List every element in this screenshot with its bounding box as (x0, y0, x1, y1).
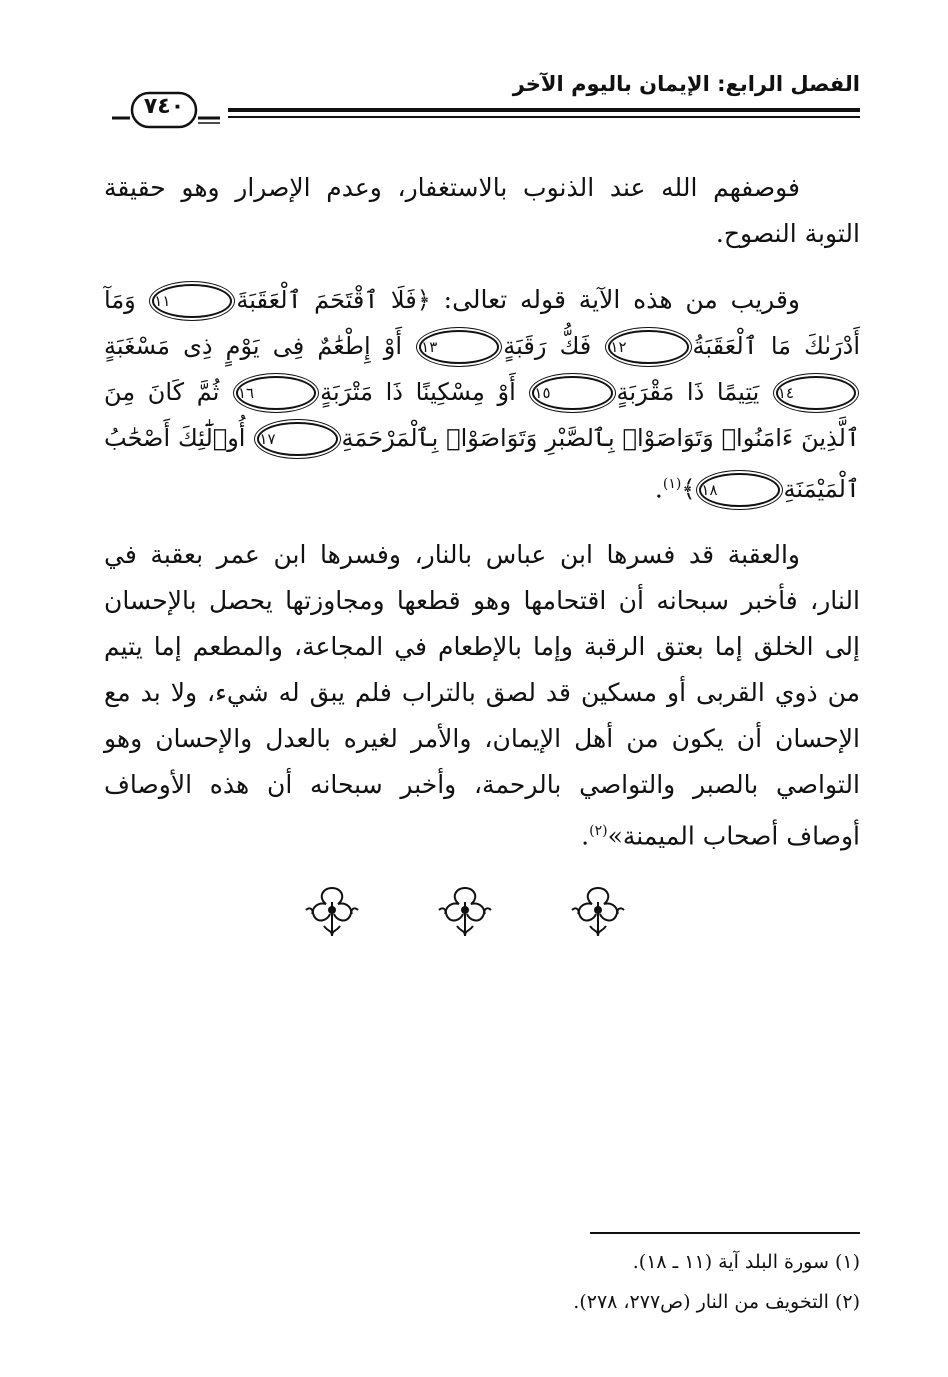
header-rule-thin (228, 116, 860, 118)
quran-verse-block (104, 286, 860, 503)
ayah-number-marker: ١٤ (776, 376, 856, 410)
paragraph-3-text: والعقبة قد فسرها ابن عباس بالنار، وفسرها ابن عمر بعقبة في النار، فأخبر سبحانه أن اقتحامها وهو قطعها ومجاوزتها يحصل بالإحسان إلى الخلق إما بعتق الرقبة وإما بالإطعام في المجاعة، والمطعم إما يتيم من ذوي القربى أو مسكين قد لصق بالتراب فلم يبق له شيء، ولا بد مع الإحسان أن يكون من أهل الإيمان، والأمر لغيره بالعدل والإحسان وهو التواصي بالصبر والتواصي بالرحمة، وأخبر سبحانه أن هذه الأوصاف أوصاف أصحاب الميمنة» (104, 540, 860, 851)
footnote-separator (590, 1232, 860, 1234)
ayah-number-marker: ١٦ (236, 376, 316, 410)
ayah-text: فَكُّ رَقَبَةٍ (503, 332, 592, 360)
paragraph-1: فوصفهم الله عند الذنوب بالاستغفار، وعدم الإصرار وهو حقيقة التوبة النصوح. (104, 173, 860, 248)
header-rule-thick (228, 108, 860, 112)
ayah-text: يَتِيمًا ذَا مَقْرَبَةٍ (616, 378, 760, 406)
chapter-title: الفصل الرابع: الإيمان باليوم الآخر (512, 72, 860, 96)
ayah-text: أَوْ مِسْكِينًا ذَا مَتْرَبَةٍ (320, 378, 516, 406)
footnote-ref-1: (١) (662, 476, 682, 492)
ayah-number-marker: ١٢ (608, 330, 688, 364)
quran-bracket-close: ﴾ (681, 475, 696, 504)
ayah-text: ثُمَّ كَانَ مِنَ ٱلَّذِينَ ءَامَنُوا۟ وَتَوَاصَوْا۟ بِٱلصَّبْرِ وَتَوَاصَوْا۟ بِٱلْمَرْحَمَةِ (104, 378, 860, 452)
footnote-2: (٢) التخويف من النار (ص٢٧٧، ٢٧٨). (573, 1291, 860, 1313)
ayah-number-marker: ١٧ (257, 422, 337, 456)
section-divider-ornaments (300, 880, 630, 950)
ayah-text: أُو۟لَٰٓئِكَ أَصْحَٰبُ ٱلْمَيْمَنَةِ (104, 424, 860, 504)
ayah-number-marker: ١٨ (699, 473, 779, 507)
footnote-1: (١) سورة البلد آية (١١ ـ ١٨). (632, 1251, 860, 1273)
ayah-text: وَمَآ أَدْرَىٰكَ مَا ٱلْعَقَبَةُ (104, 286, 860, 360)
page-header (100, 60, 860, 130)
quran-intro: وقريب من هذه الآية قوله تعالى: (430, 285, 800, 314)
paragraph-3: والعقبة قد فسرها ابن عباس بالنار، وفسرها ابن عمر بعقبة في النار، فأخبر سبحانه أن اقتحامها وهو قطعها ومجاوزتها يحصل بالإحسان إلى الخلق إما بعتق الرقبة وإما بالإطعام في المجاعة، والمطعم إما يتيم من ذوي القربى أو مسكين قد لصق بالتراب فلم يبق له شيء، ولا بد مع الإحسان أن يكون من أهل الإيمان، والأمر لغيره بالعدل والإحسان وهو التواصي بالصبر والتواصي بالرحمة، وأخبر سبحانه أن هذه الأوصاف أوصاف أصحاب الميمنة»$^{(٢)}$. (104, 540, 860, 851)
page-number: ٧٤٠ (143, 94, 185, 119)
footnotes (100, 1242, 860, 1322)
floral-ornament-icon (566, 880, 630, 944)
paragraph-2: وقريب من هذه الآية قوله تعالى: ﴿فَلَا ٱقْتَحَمَ ٱلْعَقَبَةَ١١ وَمَآ أَدْرَىٰكَ مَا ٱلْعَقَبَةُ١٢ فَكُّ رَقَبَةٍ١٣ أَوْ إِطْعَٰمٌ فِى يَوْمٍ ذِى مَسْغَبَةٍ١٤ يَتِيمًا ذَا مَقْرَبَةٍ١٥ أَوْ مِسْكِينًا ذَا مَتْرَبَةٍ١٦ ثُمَّ كَانَ مِنَ ٱلَّذِينَ ءَامَنُوا۟ وَتَوَاصَوْا۟ بِٱلصَّبْرِ وَتَوَاصَوْا۟ بِٱلْمَرْحَمَةِ١٧ أُو۟لَٰٓئِكَ أَصْحَٰبُ ٱلْمَيْمَنَةِ١٨﴾$^{(١)}$. (104, 277, 860, 512)
quran-bracket-open: ﴿ (416, 286, 431, 314)
ayah-text: أَوْ إِطْعَٰمٌ فِى يَوْمٍ ذِى مَسْغَبَةٍ (104, 332, 403, 360)
page-number-frame (112, 90, 220, 130)
floral-ornament-icon (300, 880, 364, 944)
floral-ornament-icon (433, 880, 497, 944)
ayah-number-marker: ١٥ (532, 376, 612, 410)
ayah-text: فَلَا ٱقْتَحَمَ ٱلْعَقَبَةَ (236, 286, 417, 314)
footnote-ref-2: (٢) (589, 823, 608, 840)
ayah-number-marker: ١٣ (419, 330, 499, 364)
main-text (104, 165, 860, 880)
ayah-number-marker: ١١ (152, 284, 232, 318)
